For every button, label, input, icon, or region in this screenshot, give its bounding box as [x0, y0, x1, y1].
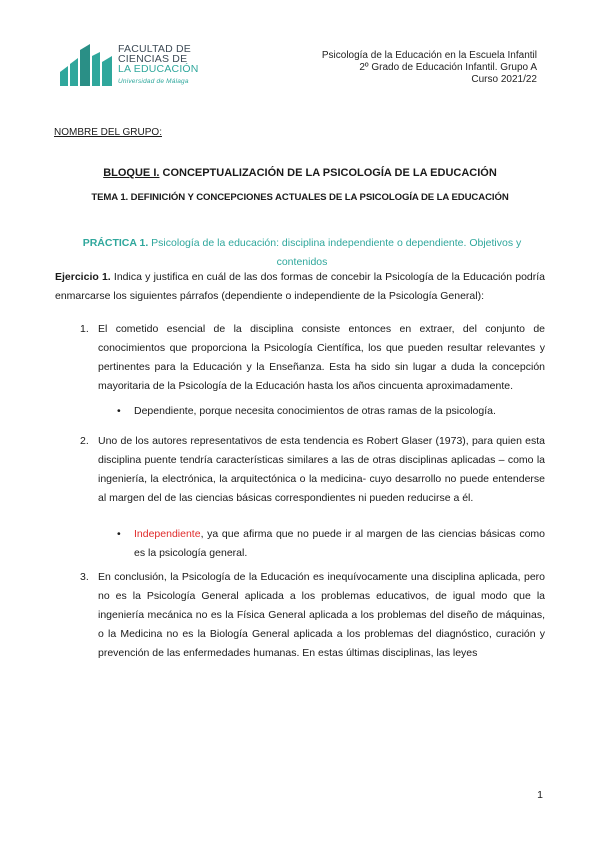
header-course-name: Psicología de la Educación en la Escuela Infantil [321, 50, 537, 61]
bullet-icon: • [117, 528, 121, 540]
list-item-text: En conclusión, la Psicología de la Educación es inequívocamente una disciplina aplicada, pero no es la Psicología General aplicada a los problemas educativos, de igual modo que la ingeniería mecánica no es la Física General aplicada a los problemas del diseño de máquinas, o la Medicina no es la Biología General aplicada a los problemas del diagnóstico, curación y prevención de las enfermedades humanas. En estas últimas disciplinas, las leyes [98, 571, 545, 659]
block-heading [0, 167, 600, 179]
exercise-label: Ejercicio 1. [55, 271, 111, 283]
header-degree: 2º Grado de Educación Infantil. Grupo A [359, 62, 537, 73]
exercise-text: Indica y justifica en cuál de las dos formas de concebir la Psicología de la Educación podría enmarcarse los siguientes párrafos (dependiente o independiente de la Psicología General): [55, 271, 546, 302]
list-item-text: Uno de los autores representativos de esta tendencia es Robert Glaser (1973), para quien esta disciplina puente tendría características similares a las de otras disciplinas aplicadas – como la ingeniería, la electrónica, la arquitectónica o la medicina- cuyo desarrollo no puede entenderse al margen del de las ciencias básicas correspondientes ni pueden reducirse a él. [98, 435, 545, 504]
block-label: BLOQUE I. [103, 167, 160, 179]
list-item-number: 1. [80, 323, 89, 335]
list-item-number: 3. [80, 571, 89, 583]
logo-line-3: LA EDUCACIÓN [118, 63, 199, 75]
topic-heading: TEMA 1. DEFINICIÓN Y CONCEPCIONES ACTUALES DE LA PSICOLOGÍA DE LA EDUCACIÓN [91, 192, 509, 203]
block-title: CONCEPTUALIZACIÓN DE LA PSICOLOGÍA DE LA EDUCACIÓN [159, 167, 497, 179]
answer-text-body: , ya que afirma que no puede ir al margen de las ciencias básicas como es la psicología general. [134, 528, 545, 559]
group-name-label: NOMBRE DEL GRUPO: [54, 127, 162, 138]
header-academic-year: Curso 2021/22 [471, 74, 537, 85]
answer-text-body: Dependiente, porque necesita conocimientos de otras ramas de la psicología. [134, 405, 496, 417]
logo-line-4: Universidad de Málaga [118, 78, 189, 85]
faculty-logo-icon [60, 42, 116, 86]
page-number: 1 [537, 789, 543, 801]
logo-line-1: FACULTAD DE [118, 43, 191, 55]
answer-text [134, 402, 545, 421]
logo-line-2: CIENCIAS DE [118, 53, 188, 65]
bullet-icon: • [117, 405, 121, 417]
list-item-number: 2. [80, 435, 89, 447]
exercise-statement [55, 268, 545, 306]
document-header [322, 50, 537, 86]
practice-label: PRÁCTICA 1. [82, 237, 149, 249]
practice-title: Psicología de la educación: disciplina independiente o dependiente. Objetivos y contenidos [148, 237, 522, 268]
practice-heading [60, 234, 544, 272]
faculty-logo-text [118, 44, 199, 86]
answer-text [134, 525, 545, 563]
answer-highlight: Independiente [134, 528, 201, 540]
list-item-text: El cometido esencial de la disciplina consiste entonces en extraer, del conjunto de conocimientos que proporciona la Psicología Científica, los que pueden resultar relevantes y pertinentes para la Educación y la Enseñanza. Esta ha sido sin lugar a duda la concepción mayoritaria de la Psicología de la Educación hasta los años cincuenta aproximadamente. [98, 323, 545, 392]
